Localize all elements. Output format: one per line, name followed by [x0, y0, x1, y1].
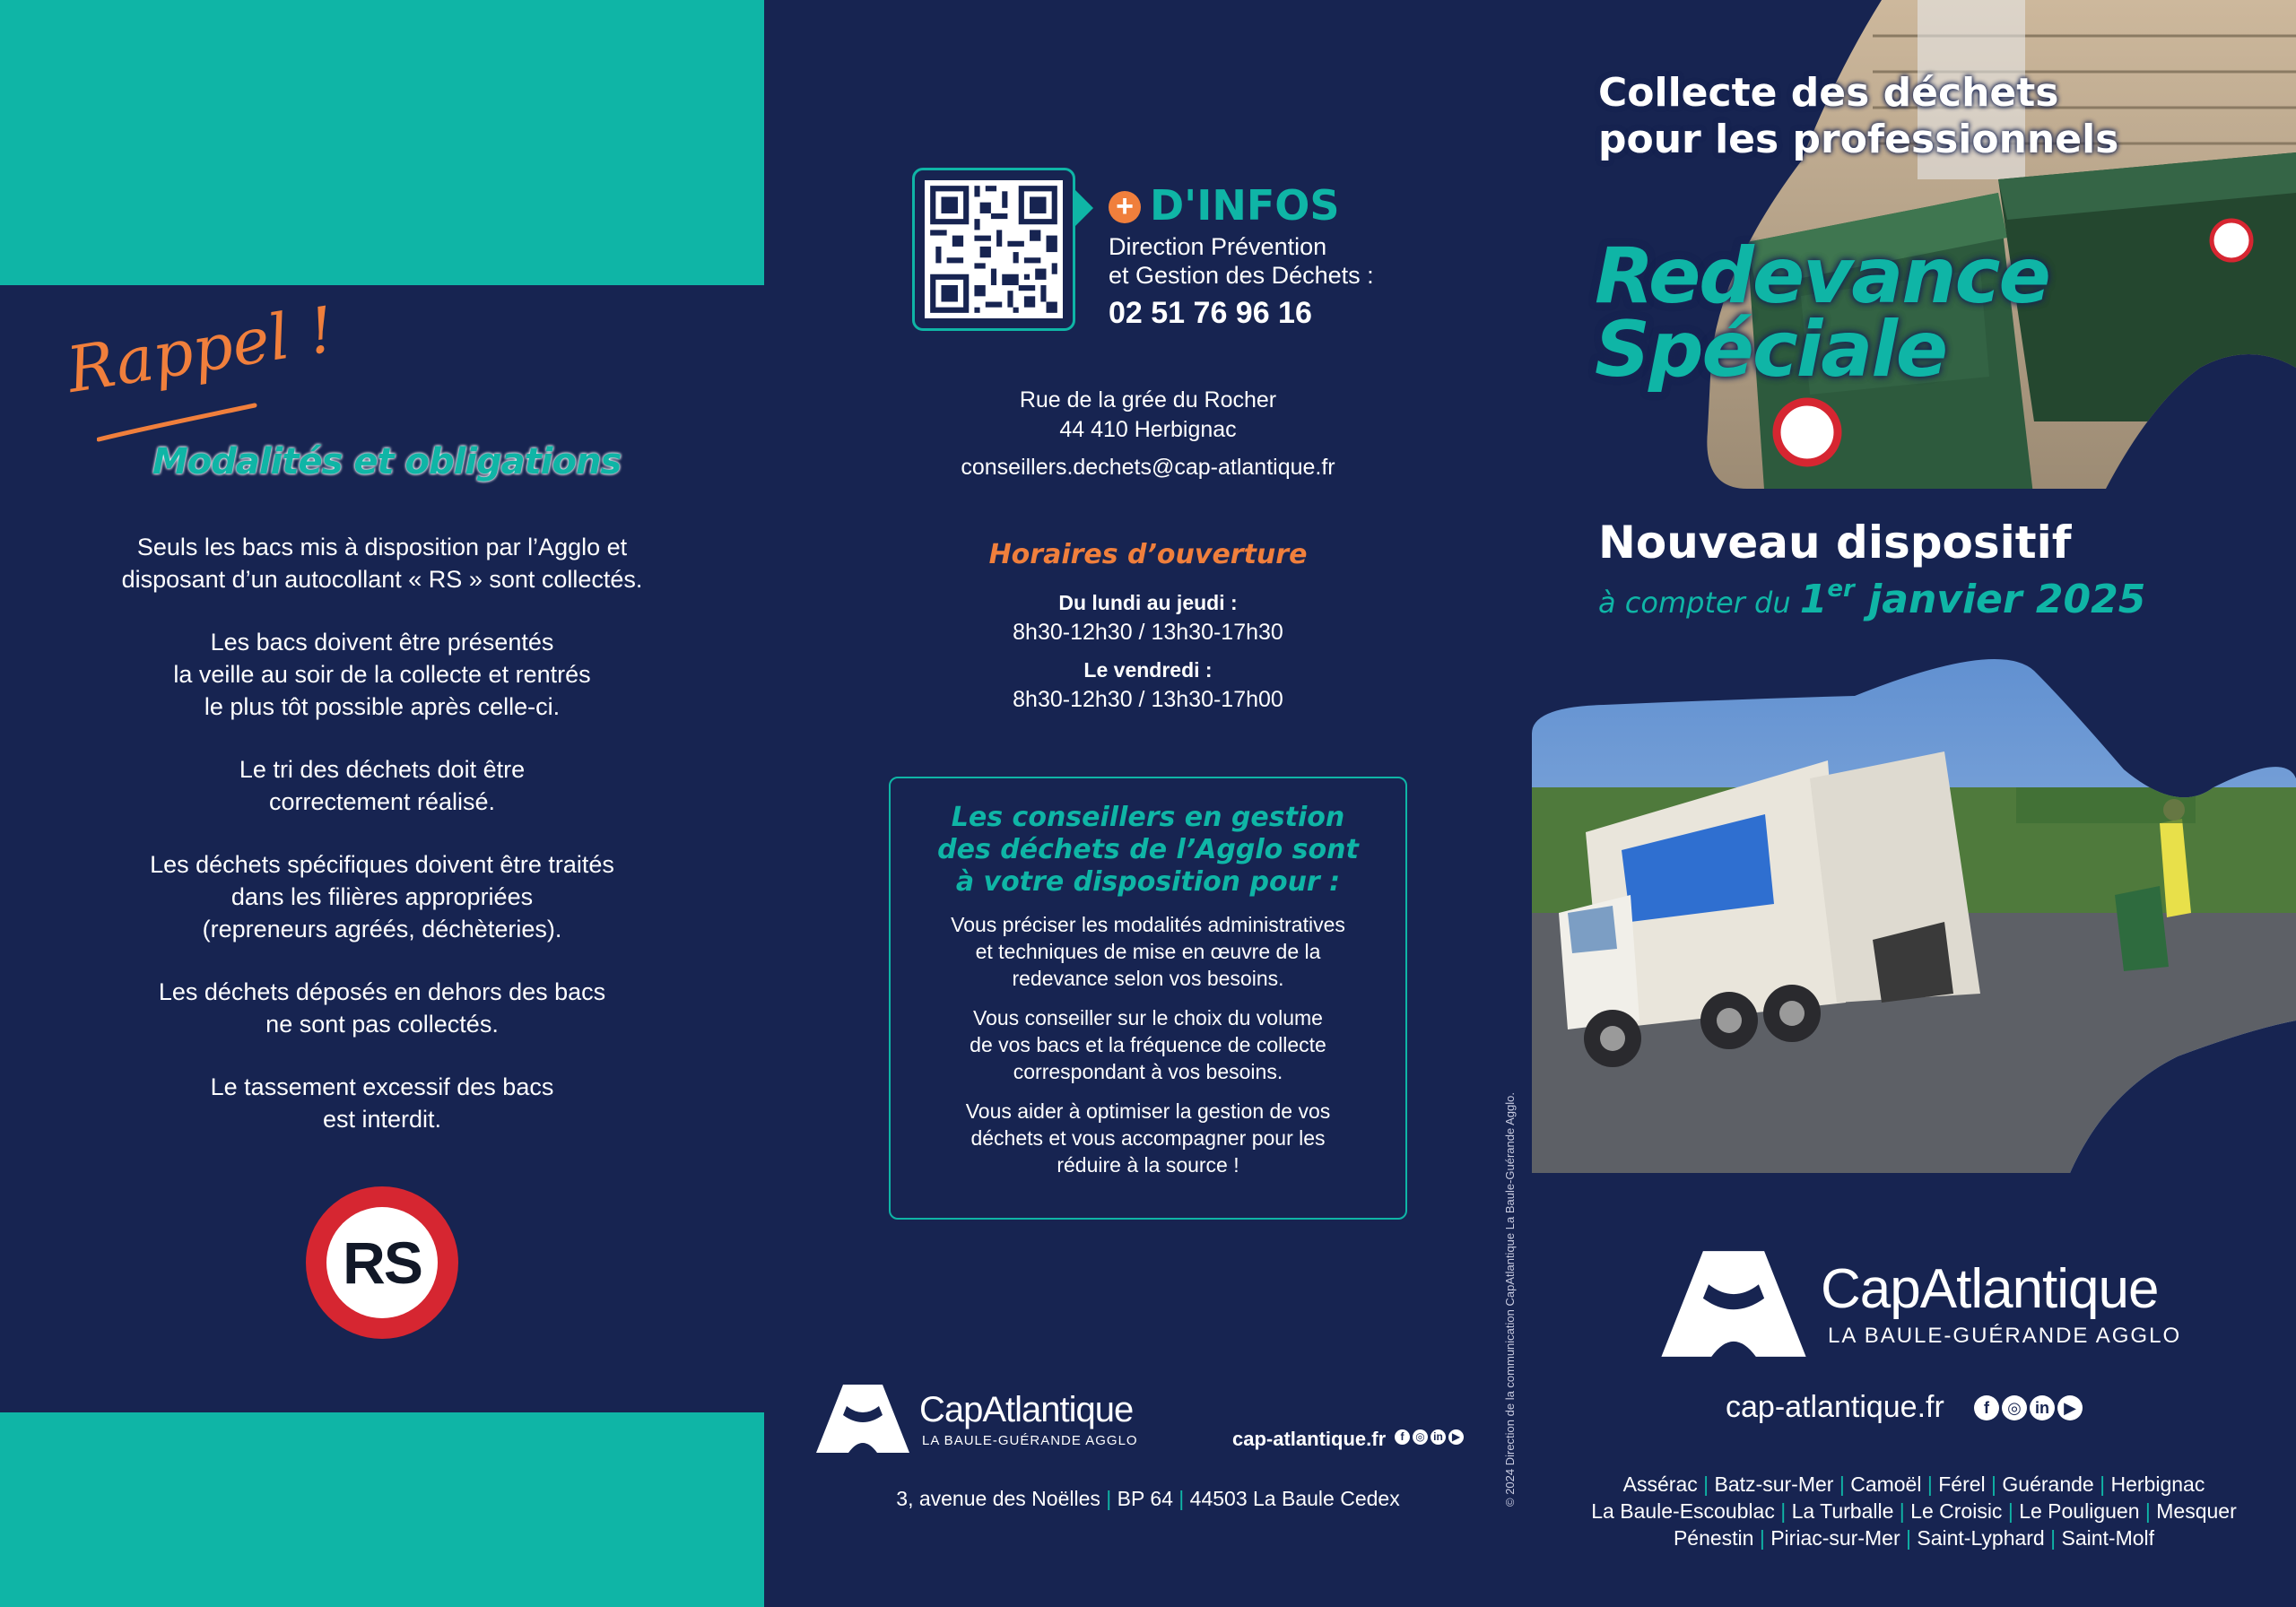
- start-date: [1598, 576, 2145, 622]
- direction-line2: et Gestion des Déchets :: [1109, 262, 1374, 289]
- footer-address: [764, 1487, 1532, 1511]
- teal-band-top: [0, 0, 764, 285]
- copyright-note: © 2024 Direction de la communication CapAtlantique La Baule-Guérande Agglo.: [1503, 1092, 1517, 1507]
- start-date-prefix: à compter du: [1598, 586, 1800, 620]
- towns-line: [1532, 1526, 2296, 1551]
- town: Herbignac: [2110, 1472, 2205, 1496]
- instagram-icon[interactable]: ◎: [1413, 1429, 1428, 1445]
- footer-address-bp: BP 64: [1117, 1487, 1173, 1510]
- redevance-title-line2: Spéciale: [1595, 305, 1947, 395]
- title-line1: Collecte des déchets: [1598, 70, 2059, 116]
- facebook-icon[interactable]: f: [1395, 1429, 1410, 1445]
- footer-address-street: 3, avenue des Noëlles: [896, 1487, 1100, 1510]
- website-link[interactable]: cap-atlantique.fr: [1726, 1390, 1944, 1424]
- separator: |: [2100, 1472, 2106, 1496]
- separator: |: [1906, 1526, 1911, 1550]
- separator: |: [2050, 1526, 2057, 1550]
- footer-address-city: 44503 La Baule Cedex: [1189, 1487, 1400, 1510]
- rs-sticker-label: RS: [326, 1207, 438, 1318]
- towns-line: [1532, 1499, 2296, 1524]
- capatlantique-logo-icon: [1657, 1248, 1810, 1359]
- title-line2: pour les professionnels: [1598, 117, 2119, 162]
- town: Férel: [1938, 1472, 1986, 1496]
- separator: |: [2144, 1499, 2151, 1523]
- logo-name: CapAtlantique: [1821, 1258, 2159, 1320]
- hours-label: Le vendredi :: [1083, 658, 1213, 682]
- youtube-icon[interactable]: ▶: [1448, 1429, 1464, 1445]
- modalites-heading: Modalités et obligations: [152, 441, 622, 482]
- town: Camoël: [1850, 1472, 1922, 1496]
- separator: |: [1703, 1472, 1709, 1496]
- teal-band-bottom: [0, 1412, 764, 1607]
- rule-item: Le tassement excessif des bacs est interdit.: [210, 1073, 554, 1133]
- right-panel: [1532, 0, 2296, 1607]
- rule-item: Seuls les bacs mis à disposition par l’Agglo et disposant d’un autocollant « RS » sont collectés.: [121, 534, 643, 593]
- hours-value: 8h30-12h30 / 13h30-17h00: [1013, 687, 1283, 712]
- towns-line: [1532, 1472, 2296, 1497]
- rule-item: Les déchets spécifiques doivent être traités dans les filières appropriées (repreneurs agréés, déchèteries).: [150, 851, 614, 942]
- logo-name: CapAtlantique: [919, 1390, 1134, 1429]
- advisor-item: Vous aider à optimiser la gestion de vos déchets et vous accompagner pour les réduire à la source !: [965, 1099, 1331, 1177]
- separator: |: [1178, 1487, 1185, 1510]
- town: Le Croisic: [1910, 1499, 2003, 1523]
- email-link[interactable]: conseillers.dechets@cap-atlantique.fr: [961, 455, 1335, 480]
- town: Saint-Molf: [2061, 1526, 2155, 1550]
- address-line1: Rue de la grée du Rocher: [1019, 387, 1277, 413]
- advisors-box: [889, 777, 1407, 1220]
- advisor-item: Vous conseiller sur le choix du volume de vos bacs et la fréquence de collecte correspondant à vos besoins.: [970, 1006, 1326, 1083]
- social-links: [1392, 1429, 1464, 1446]
- logo-subtitle: LA BAULE-GUÉRANDE AGGLO: [1828, 1324, 2182, 1348]
- youtube-icon[interactable]: ▶: [2057, 1395, 2083, 1420]
- town: Le Pouliguen: [2019, 1499, 2140, 1523]
- town: Batz-sur-Mer: [1714, 1472, 1834, 1496]
- town: Assérac: [1622, 1472, 1698, 1496]
- town: Saint-Lyphard: [1917, 1526, 2045, 1550]
- instagram-icon[interactable]: ◎: [2002, 1395, 2027, 1420]
- separator: |: [1759, 1526, 1765, 1550]
- town: Mesquer: [2156, 1499, 2237, 1523]
- separator: |: [1839, 1472, 1845, 1496]
- left-panel: [0, 0, 764, 1607]
- rule-item: Le tri des déchets doit être correctement réalisé.: [239, 756, 526, 815]
- address-line2: 44 410 Herbignac: [1059, 417, 1237, 442]
- rule-item: Les bacs doivent être présentés la veille au soir de la collecte et rentrés le plus tôt possible après celle-ci.: [173, 629, 591, 720]
- rappel-underline: [97, 402, 258, 443]
- town: Piriac-sur-Mer: [1770, 1526, 1900, 1550]
- separator: |: [1991, 1472, 1997, 1496]
- qr-arrow-icon: [1075, 190, 1093, 226]
- start-date-day: 1: [1799, 577, 1828, 622]
- linkedin-icon[interactable]: in: [2030, 1395, 2055, 1420]
- rules-list: [54, 531, 710, 1166]
- phone-number[interactable]: 02 51 76 96 16: [1109, 296, 1312, 330]
- town: La Baule-Escoublac: [1591, 1499, 1775, 1523]
- separator: |: [2007, 1499, 2013, 1523]
- capatlantique-logo-icon: [814, 1383, 911, 1455]
- separator: |: [1780, 1499, 1787, 1523]
- separator: |: [1899, 1499, 1905, 1523]
- hours-title: Horaires d’ouverture: [988, 539, 1308, 570]
- advisor-item: Vous préciser les modalités administratives et techniques de mise en œuvre de la redevance selon vos besoins.: [951, 913, 1345, 990]
- advisors-title: Les conseillers en gestion des déchets de l’Agglo sont à votre disposition pour :: [937, 802, 1359, 898]
- hours-value: 8h30-12h30 / 13h30-17h30: [1013, 620, 1283, 645]
- separator: |: [1106, 1487, 1112, 1510]
- facebook-icon[interactable]: f: [1974, 1395, 1999, 1420]
- hours-label: Du lundi au jeudi :: [1058, 591, 1238, 614]
- direction-line1: Direction Prévention: [1109, 233, 1327, 260]
- plus-icon: +: [1109, 191, 1141, 223]
- social-links: [1971, 1395, 2083, 1420]
- start-date-suffix: janvier 2025: [1854, 577, 2146, 622]
- linkedin-icon[interactable]: in: [1431, 1429, 1446, 1445]
- rappel-heading: Rappel !: [62, 292, 340, 407]
- logo-subtitle: LA BAULE-GUÉRANDE AGGLO: [922, 1433, 1138, 1448]
- rule-item: Les déchets déposés en dehors des bacs ne sont pas collectés.: [158, 978, 606, 1038]
- garbage-truck-photo: [1532, 644, 2296, 1182]
- redevance-title-line1: Redevance: [1595, 231, 2049, 321]
- town: Pénestin: [1673, 1526, 1754, 1550]
- separator: |: [1926, 1472, 1933, 1496]
- rs-sticker-icon: [306, 1186, 458, 1339]
- infos-title: D'INFOS: [1150, 181, 1340, 230]
- town: La Turballe: [1791, 1499, 1894, 1523]
- website-link[interactable]: cap-atlantique.fr: [1232, 1428, 1387, 1450]
- qr-code-icon: [925, 180, 1063, 318]
- start-date-sup: er: [1827, 576, 1855, 603]
- middle-panel: [764, 0, 1532, 1607]
- qr-code[interactable]: [912, 168, 1075, 331]
- nouveau-dispositif: Nouveau dispositif: [1598, 517, 2072, 569]
- town: Guérande: [2002, 1472, 2094, 1496]
